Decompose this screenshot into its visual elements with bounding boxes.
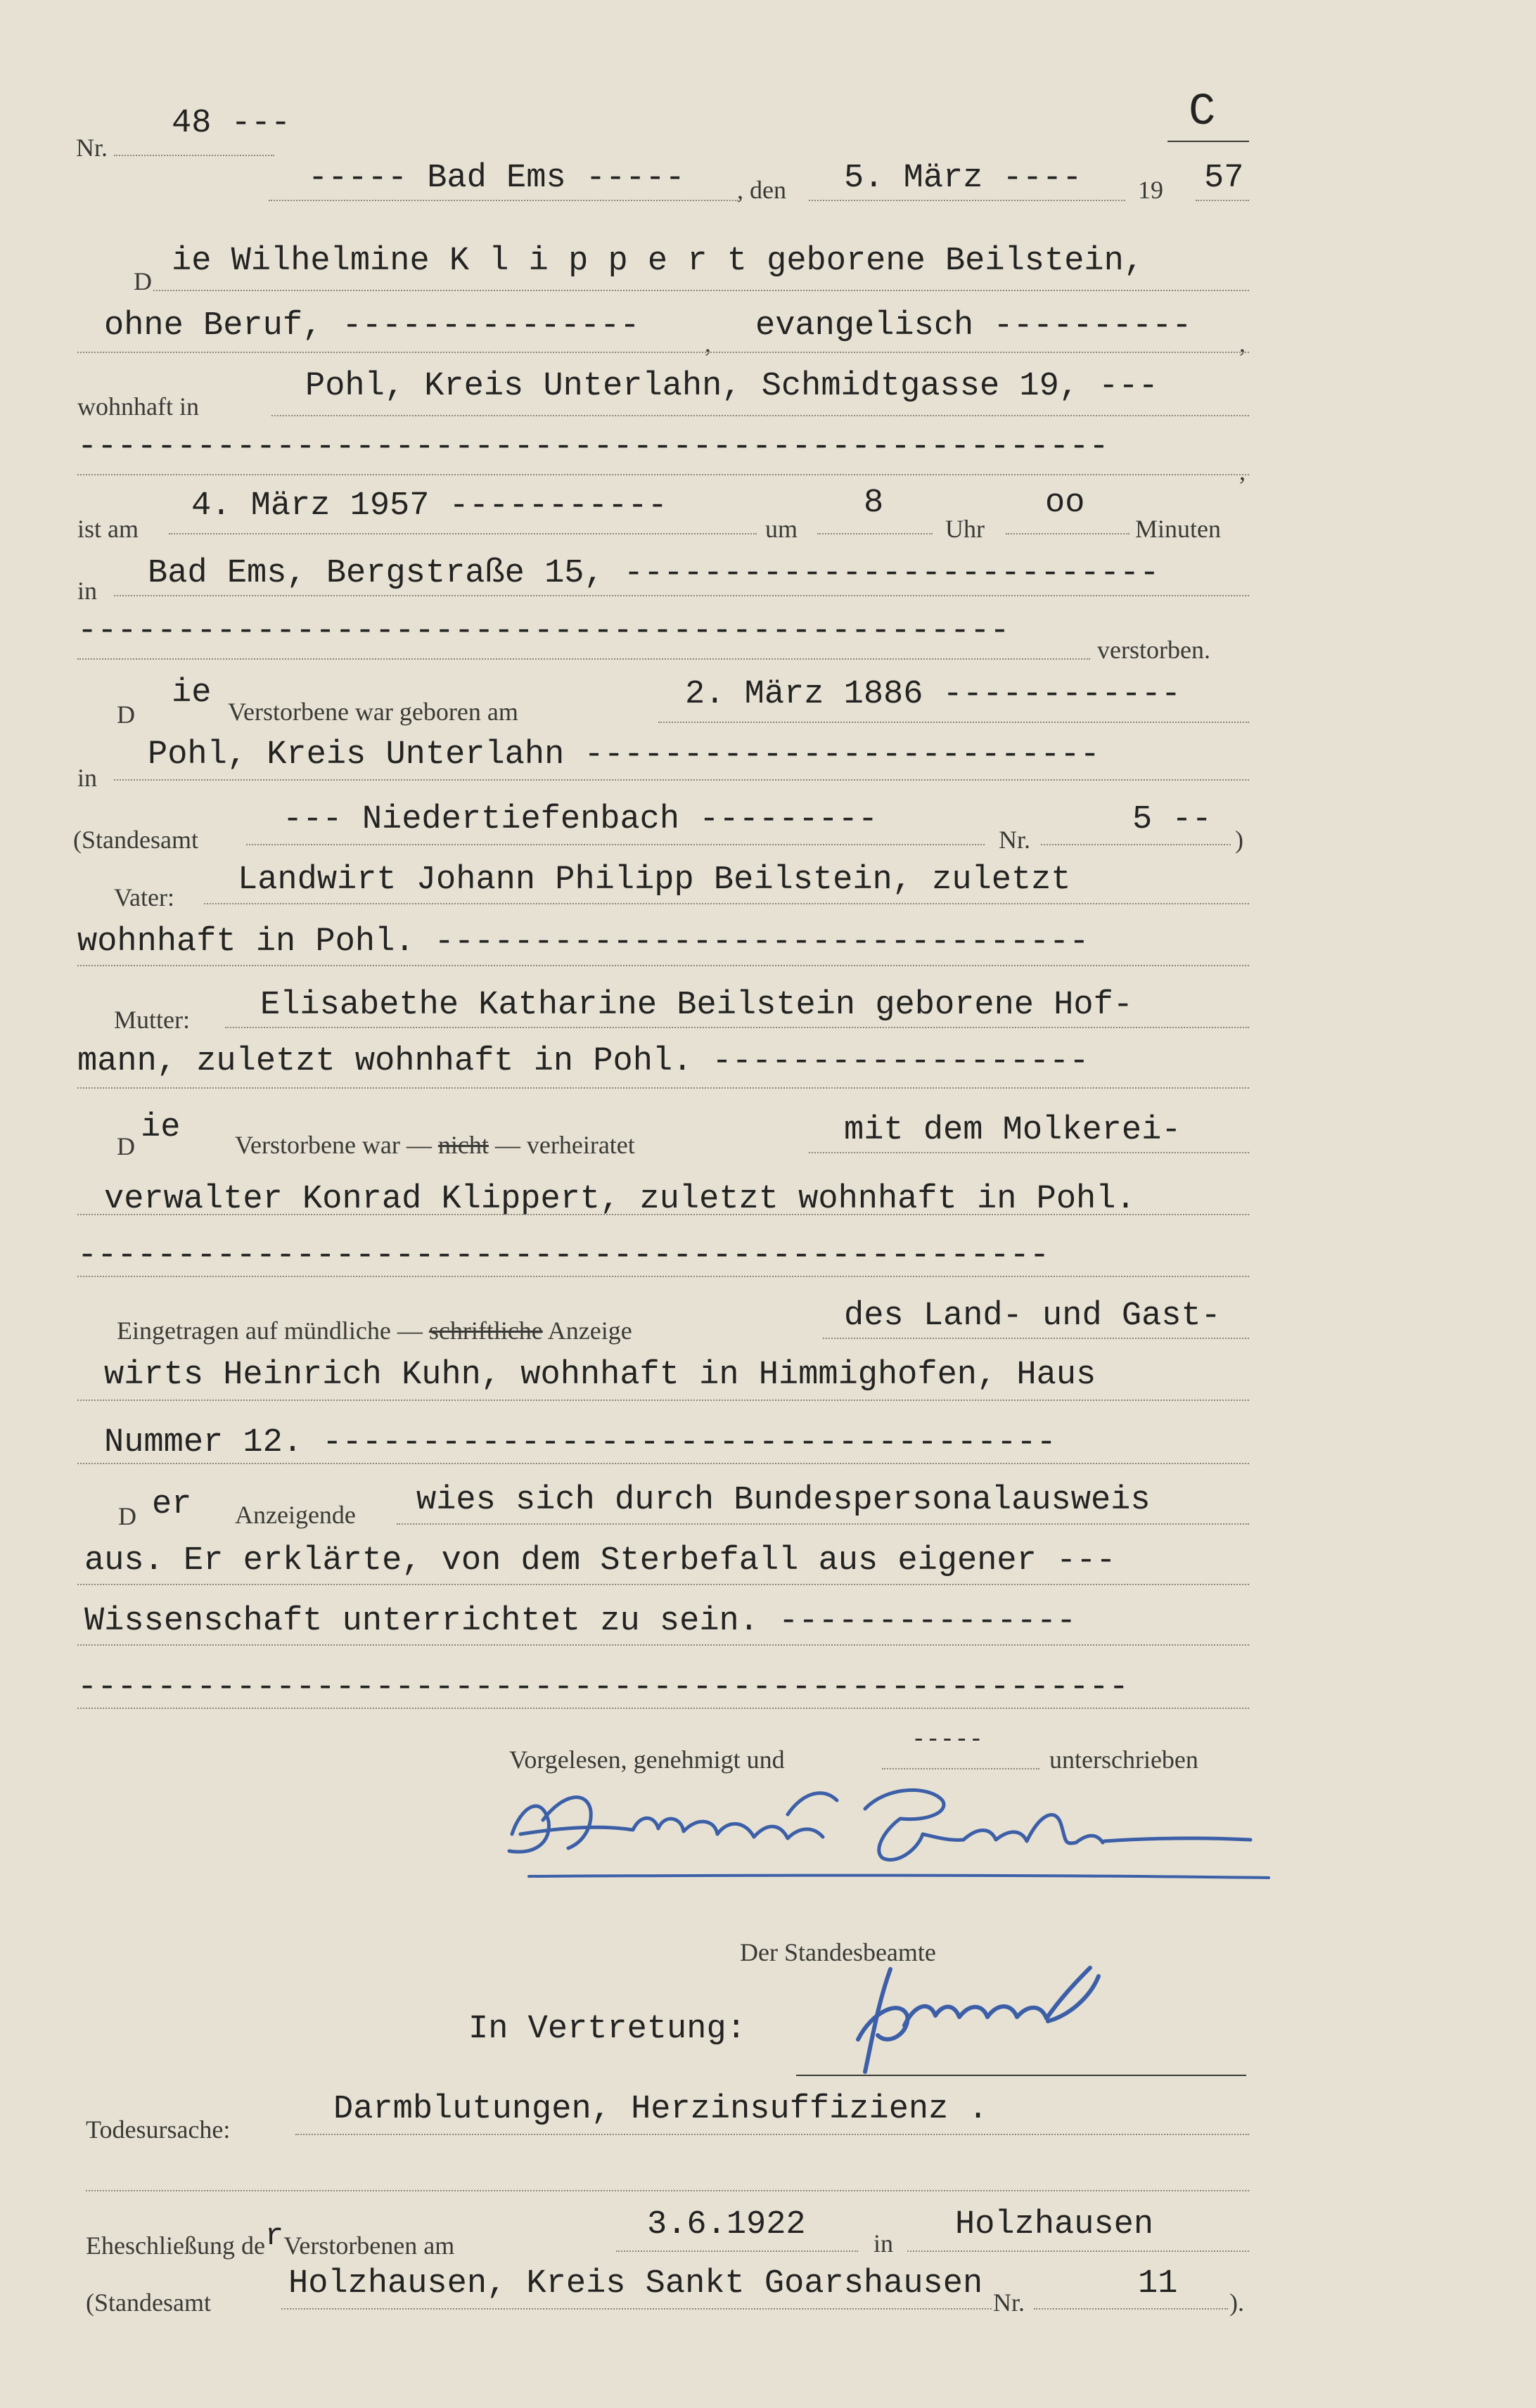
dotted-line bbox=[658, 722, 1249, 723]
dotted-line bbox=[397, 1523, 1249, 1525]
deceased-line-1: ie Wilhelmine K l i p p e r t geborene Beilstein, bbox=[172, 243, 1144, 280]
wohnhaft-label: wohnhaft in bbox=[77, 392, 199, 421]
dotted-line bbox=[77, 1214, 1249, 1215]
dotted-line bbox=[817, 533, 933, 534]
article-ie: ie bbox=[172, 674, 212, 712]
dotted-line bbox=[77, 1644, 1249, 1646]
marriage-place: Holzhausen bbox=[955, 2206, 1154, 2243]
nr-label: Nr. bbox=[993, 2288, 1025, 2317]
mother-line-2: mann, zuletzt wohnhaft in Pohl. ------------------- bbox=[77, 1043, 1089, 1080]
den-label: , den bbox=[737, 176, 786, 204]
dotted-line bbox=[86, 2190, 1249, 2191]
todesursache-label: Todesursache: bbox=[86, 2115, 231, 2144]
informant-line-1: wies sich durch Bundespersonalausweis bbox=[416, 1482, 1151, 1519]
spouse-line-2: verwalter Konrad Klippert, zuletzt wohnhaft in Pohl. bbox=[104, 1181, 1136, 1218]
in-label: in bbox=[77, 764, 98, 792]
birth-registry-nr: 5 -- bbox=[1132, 801, 1212, 838]
vertretung-label: In Vertretung: bbox=[468, 2011, 746, 2048]
d-prefix: D bbox=[118, 1502, 136, 1530]
dotted-line bbox=[77, 352, 1249, 353]
dotted-line bbox=[809, 1152, 1249, 1153]
article-er: er bbox=[152, 1486, 192, 1523]
dotted-line bbox=[114, 779, 1249, 781]
anzeigende-label: Anzeigende bbox=[235, 1501, 356, 1529]
in-label: in bbox=[77, 577, 98, 605]
marriage-date: 3.6.1922 bbox=[647, 2206, 806, 2243]
standesamt-label: (Standesamt bbox=[73, 826, 198, 854]
dotted-line bbox=[114, 595, 1249, 596]
marriage-registry-nr: 11 bbox=[1138, 2265, 1178, 2303]
dotted-line bbox=[77, 965, 1249, 966]
dotted-line bbox=[77, 1463, 1249, 1464]
comma: , bbox=[1239, 329, 1246, 357]
year-dotted-line bbox=[1196, 200, 1249, 201]
marriage-registry: Holzhausen, Kreis Sankt Goarshausen bbox=[288, 2265, 983, 2303]
death-date: 4. März 1957 ----------- bbox=[191, 487, 667, 525]
nr-dotted-line bbox=[114, 155, 274, 156]
dotted-line bbox=[169, 533, 757, 534]
dotted-line bbox=[77, 1584, 1249, 1585]
death-hour: 8 bbox=[864, 485, 884, 522]
registration-label: Eingetragen auf mündliche — schriftliche Anzeige bbox=[117, 1317, 632, 1345]
dotted-line bbox=[77, 474, 1249, 475]
dotted-line bbox=[1034, 2308, 1228, 2310]
d-prefix: D bbox=[134, 267, 152, 295]
mutter-label: Mutter: bbox=[114, 1006, 190, 1034]
birth-registry: --- Niedertiefenbach --------- bbox=[283, 801, 878, 838]
dotted-line bbox=[77, 658, 1090, 660]
father-line-2: wohnhaft in Pohl. --------------------------------- bbox=[77, 923, 1089, 961]
informant-line-3: Wissenschaft unterrichtet zu sein. --------------- bbox=[84, 1603, 1077, 1640]
um-label: um bbox=[765, 515, 798, 543]
registration-line-1: des Land- und Gast- bbox=[844, 1298, 1221, 1335]
birth-place: Pohl, Kreis Unterlahn -------------------------- bbox=[148, 736, 1100, 774]
dotted-line bbox=[77, 1708, 1249, 1709]
dotted-line bbox=[281, 2308, 992, 2310]
place: ----- Bad Ems ----- bbox=[308, 160, 685, 197]
uhr-label: Uhr bbox=[945, 515, 985, 543]
date: 5. März ---- bbox=[844, 160, 1082, 197]
religion: evangelisch ---------- bbox=[755, 307, 1192, 345]
vorgelesen-label: Vorgelesen, genehmigt und bbox=[509, 1746, 785, 1774]
vater-label: Vater: bbox=[114, 883, 174, 911]
ist-am-label: ist am bbox=[77, 515, 139, 543]
married-label: Verstorbene war — nicht — verheiratet bbox=[235, 1131, 635, 1159]
unterschrieben-label: unterschrieben bbox=[1049, 1746, 1198, 1774]
death-place: Bad Ems, Bergstraße 15, --------------------------- bbox=[148, 555, 1160, 592]
dotted-line bbox=[1041, 844, 1231, 845]
dotted-line bbox=[907, 2250, 1249, 2252]
dotted-line bbox=[295, 2134, 1249, 2135]
nr-label: Nr. bbox=[999, 826, 1030, 854]
d-prefix: D bbox=[117, 1132, 135, 1160]
birth-label: Verstorbene war geboren am bbox=[228, 698, 518, 726]
dotted-line bbox=[616, 2250, 858, 2252]
register-number: 48 --- bbox=[172, 105, 291, 142]
registration-line-2: wirts Heinrich Kuhn, wohnhaft in Himmighofen, Haus bbox=[104, 1357, 1096, 1394]
dotted-line bbox=[153, 290, 1249, 291]
father-line-1: Landwirt Johann Philipp Beilstein, zuletzt bbox=[238, 862, 1071, 899]
dotted-line bbox=[77, 1276, 1249, 1277]
year-suffix: 57 bbox=[1204, 160, 1244, 197]
dash-line: ----------------------------------------------------- bbox=[77, 1669, 1129, 1706]
register-letter: C bbox=[1189, 87, 1216, 138]
signature-dashes: ----- bbox=[911, 1727, 984, 1754]
dotted-line bbox=[246, 844, 985, 845]
close-paren: ) bbox=[1235, 826, 1243, 854]
informant-line-2: aus. Er erklärte, von dem Sterbefall aus eigener --- bbox=[84, 1542, 1116, 1580]
dotted-line bbox=[77, 1400, 1249, 1401]
comma: , bbox=[705, 329, 711, 357]
place-dotted-line bbox=[269, 200, 738, 201]
minuten-label: Minuten bbox=[1135, 515, 1221, 543]
dotted-line bbox=[225, 1027, 1249, 1028]
mother-line-1: Elisabethe Katharine Beilstein geborene Hof- bbox=[260, 987, 1134, 1024]
spouse-line-1: mit dem Molkerei- bbox=[844, 1112, 1182, 1149]
dotted-line bbox=[204, 903, 1249, 904]
death-minutes: oo bbox=[1045, 485, 1085, 522]
year-prefix: 19 bbox=[1138, 176, 1163, 204]
residence: Pohl, Kreis Unterlahn, Schmidtgasse 19, --- bbox=[305, 368, 1158, 405]
article-ie: ie bbox=[141, 1109, 181, 1146]
eheschliessung-label: Eheschließung derVerstorbenen am bbox=[86, 2219, 455, 2260]
occupation: ohne Beruf, --------------- bbox=[104, 307, 660, 345]
nr-label: Nr. bbox=[76, 134, 108, 162]
informant-signature bbox=[492, 1772, 1266, 1899]
dotted-line bbox=[882, 1768, 1039, 1769]
official-signature bbox=[837, 1948, 1132, 2089]
dotted-line bbox=[77, 1087, 1249, 1089]
close-paren: ). bbox=[1229, 2288, 1244, 2317]
comma: , bbox=[1239, 457, 1246, 485]
dotted-line bbox=[1006, 533, 1129, 534]
cause-of-death: Darmblutungen, Herzinsuffizienz . bbox=[333, 2091, 988, 2128]
dash-line: ---------------------------------------------------- bbox=[77, 428, 1109, 466]
birth-date: 2. März 1886 ------------ bbox=[685, 676, 1182, 713]
registration-line-3: Nummer 12. ------------------------------------- bbox=[104, 1424, 1056, 1461]
standesbeamte-label: Der Standesbeamte bbox=[740, 1938, 936, 1966]
dash-line: ------------------------------------------------- bbox=[77, 1237, 1050, 1274]
dotted-line bbox=[823, 1338, 1249, 1339]
verstorben-label: verstorben. bbox=[1097, 636, 1210, 664]
in-label: in bbox=[873, 2229, 894, 2258]
dotted-line bbox=[271, 415, 1249, 416]
dash-line: ----------------------------------------------- bbox=[77, 613, 1010, 650]
date-dotted-line bbox=[809, 200, 1125, 201]
letter-underline bbox=[1167, 141, 1249, 142]
d-prefix: D bbox=[117, 700, 135, 729]
standesamt-label: (Standesamt bbox=[86, 2288, 211, 2317]
